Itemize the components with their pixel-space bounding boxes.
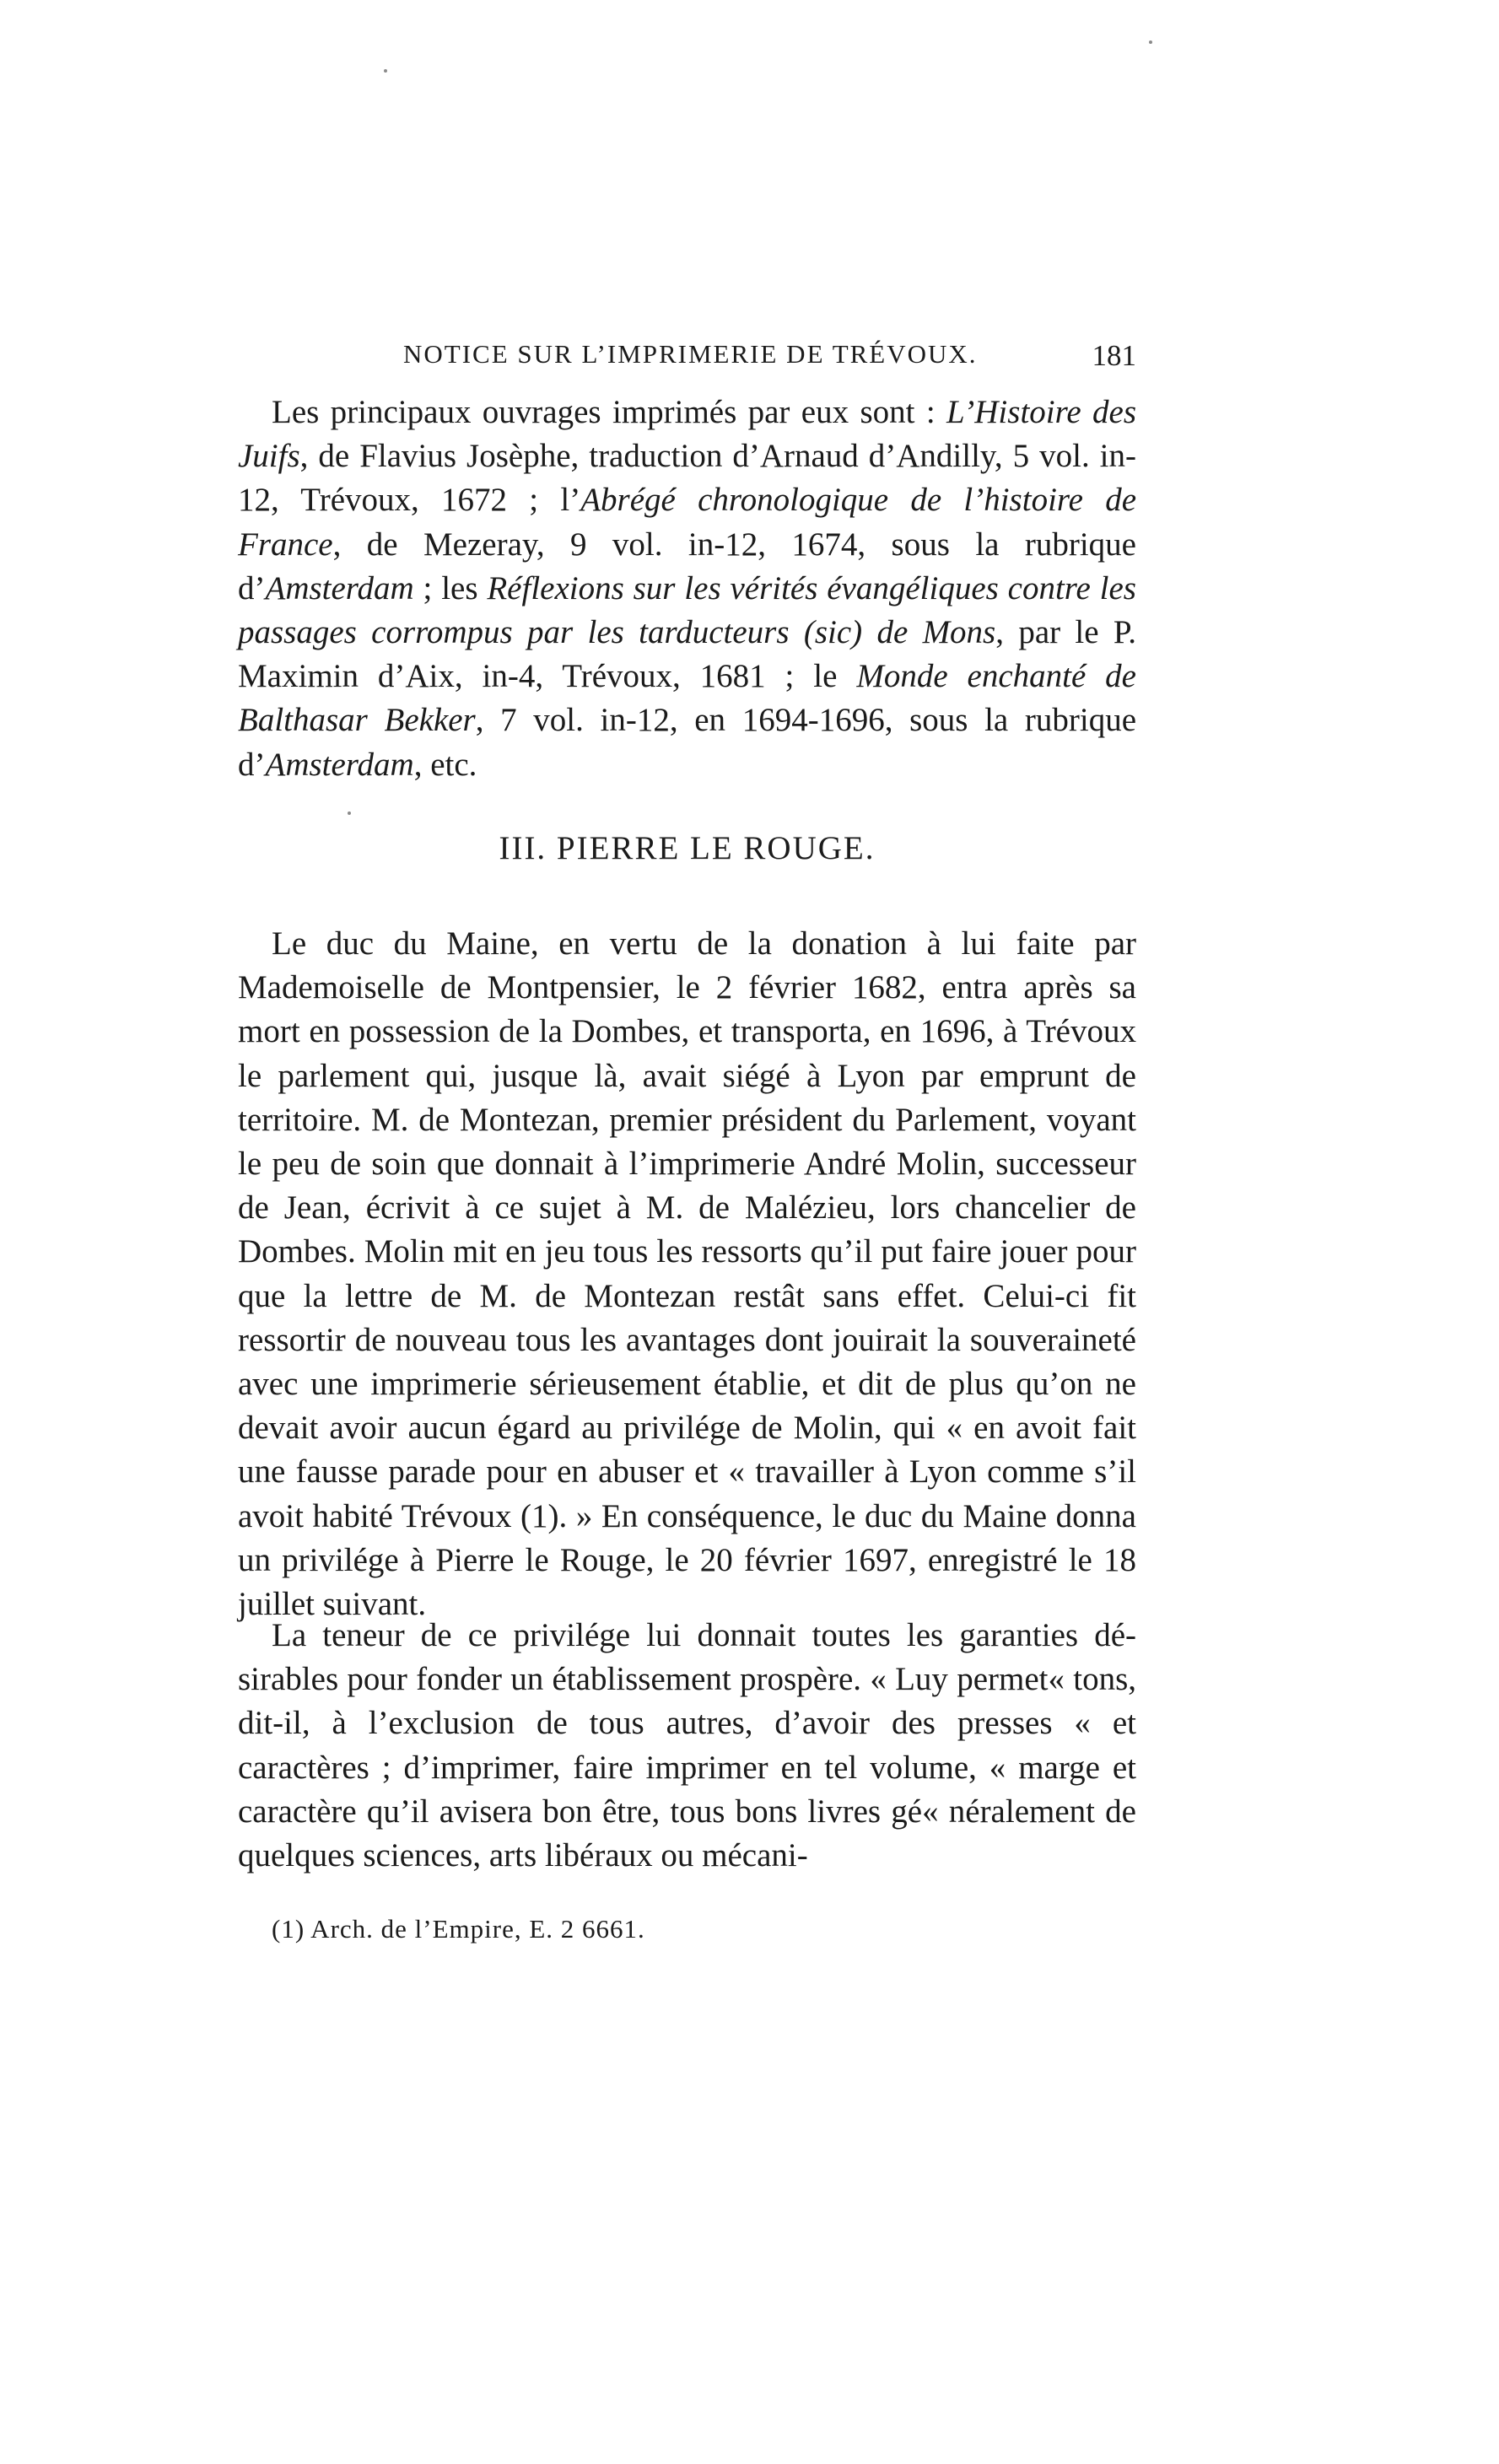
- footnote: (1) Arch. de l’Empire, E. 2 6661.: [272, 1914, 645, 1944]
- print-speck: [348, 811, 351, 815]
- running-title: NOTICE SUR L’IMPRIMERIE DE TRÉVOUX.: [403, 339, 978, 369]
- text-segment: , de Mezeray, 9 vol. in-12, 1674, sous la rubrique d’: [238, 526, 1136, 607]
- running-head: [238, 339, 1136, 381]
- paragraph-text: La teneur de ce privilége lui donnait toutes les garanties désirables pour fonder un établissement prospère. « Luy permet« tons, dit-il, à l’exclusion de tous autres, d’avoir des presses « et caractères ; d’imprimer, faire imprimer en tel volume, « marge et caractère qu’il avisera bon être, tous bons livres gé« néralement de quelques sciences, arts libéraux ou mécani-: [238, 1617, 1136, 1874]
- print-speck: [384, 69, 387, 73]
- italic-title: Abrégé chronologique de l’histoire de France: [238, 482, 1137, 563]
- text-segment: , par le P. Maximin d’Aix, in-4, Trévoux, 1681 ; le: [238, 614, 1136, 695]
- text-segment: Les principaux ouvrages imprimés par eux sont :: [272, 394, 947, 430]
- italic-title: Réflexions sur les vérités évangéliques contre les passages corrompus par les tarducteurs (sic) de Mons: [238, 569, 1136, 651]
- paragraph-duc-du-maine: [238, 922, 1136, 1626]
- italic-title: L’Histoire des Juifs: [238, 394, 1136, 475]
- paragraph-text: [238, 391, 1136, 787]
- text-segment: , de Flavius Josèphe, traduction d’Arnaud d’Andilly, 5 vol. in-12, Trévoux, 1672 ; l’: [238, 438, 1136, 519]
- text-segment: , 7 vol. in-12, en 1694-1696, sous la rubrique d’: [238, 702, 1137, 783]
- page-number: 181: [1092, 339, 1136, 372]
- paragraph-works-printed: [238, 391, 1136, 787]
- section-heading: III. PIERRE LE ROUGE.: [499, 830, 876, 866]
- italic-place: Amsterdam: [265, 569, 414, 607]
- italic-place: Amsterdam: [265, 746, 414, 783]
- paragraph-privilege: [238, 1614, 1136, 1878]
- text-segment: ; les: [413, 569, 488, 607]
- italic-title: Monde enchanté de Balthasar Bekker: [238, 658, 1136, 739]
- paragraph-text: Le duc du Maine, en vertu de la donation à lui faite par Mademoiselle de Montpensier, le 2 février 1682, entra après sa mort en possession de la Dombes, et transporta, en 1696, à Trévoux le parlement qui, jusque là, avait siégé à Lyon par emprunt de territoire. M. de Montezan, premier président du Parlement, voyant le peu de soin que donnait à l’imprimerie André Molin, successeur de Jean, écrivit à ce sujet à M. de Malézieu, lors chancelier de Dombes. Molin mit en jeu tous les ressorts qu’il put faire jouer pour que la lettre de M. de Montezan restât sans effet. Celui-ci fit ressortir de nouveau tous les avantages dont jouirait la souveraineté avec une imprimerie sérieusement établie, et dit de plus qu’on ne devait avoir aucun égard au privilége de Molin, qui « en avoit fait une fausse parade pour en abuser et « travailler à Lyon comme s’il avoit habité Trévoux (1). » En conséquence, le duc du Maine donna un privilége à Pierre le Rouge, le 20 février 1697, enregistré le 18 juillet suivant.: [238, 925, 1136, 1623]
- print-speck: [1149, 40, 1152, 44]
- text-segment: , etc.: [413, 746, 477, 783]
